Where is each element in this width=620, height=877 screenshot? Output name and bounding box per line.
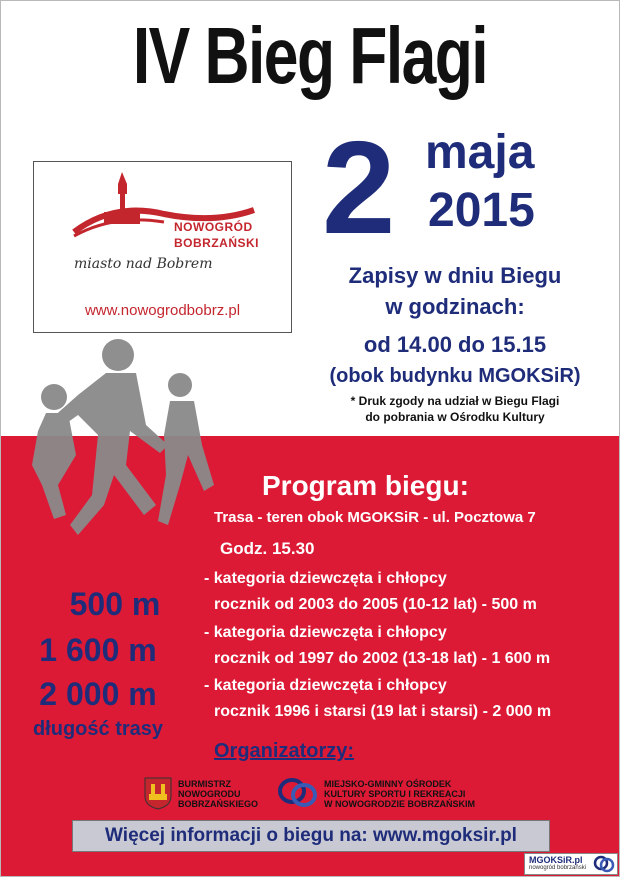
event-year: 2015 bbox=[428, 184, 535, 237]
category-3-line2: rocznik 1996 i starsi (19 lat i starsi) - 2 000 m bbox=[214, 703, 552, 720]
category-1-line2: rocznik od 2003 do 2005 (10-12 lat) - 500 m bbox=[214, 596, 537, 613]
category-2-line2: rocznik od 1997 do 2002 (13-18 lat) - 1 600 m bbox=[214, 650, 551, 667]
consent-note-line2: do pobrania w Ośrodku Kultury bbox=[365, 410, 545, 424]
category-1-line1: - kategoria dziewczęta i chłopcy bbox=[204, 570, 447, 587]
program-title: Program biegu: bbox=[262, 470, 469, 501]
distance-2000: 2 000 m bbox=[39, 676, 157, 712]
page-title: IV Bieg Flagi bbox=[132, 11, 488, 100]
program-time: Godz. 15.30 bbox=[220, 539, 315, 558]
logo-tagline: miasto nad Bobrem bbox=[74, 256, 213, 272]
consent-note-line1: * Druk zgody na udział w Biegu Flagi bbox=[350, 394, 560, 408]
distance-label: długość trasy bbox=[32, 718, 164, 740]
logo-town-line2: BOBRZAŃSKI bbox=[174, 236, 259, 250]
logo-url-link[interactable]: www.nowogrodbobrz.pl bbox=[84, 302, 241, 319]
corner-logo-sub: nowogród bobrzański bbox=[529, 865, 587, 871]
organizer-mayor: BURMISTRZ NOWOGRODU BOBRZAŃSKIEGO bbox=[178, 779, 259, 809]
registration-line3: od 14.00 do 15.15 bbox=[363, 332, 547, 357]
registration-line1: Zapisy w dniu Biegu bbox=[348, 263, 562, 288]
distance-1600: 1 600 m bbox=[39, 632, 157, 668]
more-info-link[interactable]: Więcej informacji o biegu na: www.mgoksir.pl bbox=[72, 820, 550, 852]
organizer-culture-center: MIEJSKO-GMINNY OŚRODEK KULTURY SPORTU I REKREACJI W NOWOGRODZIE BOBRZAŃSKIM bbox=[324, 779, 475, 809]
logo-town-line1: NOWOGRÓD bbox=[174, 220, 253, 234]
organizers-title: Organizatorzy: bbox=[214, 740, 355, 762]
program-route: Trasa - teren obok MGOKSiR - ul. Pocztowa 7 bbox=[214, 509, 536, 526]
category-2-line1: - kategoria dziewczęta i chłopcy bbox=[204, 624, 447, 641]
distance-500: 500 m bbox=[69, 586, 161, 622]
event-month: maja bbox=[425, 126, 535, 179]
corner-logo-name: MGOKSiR.pl bbox=[529, 855, 583, 865]
registration-line2: w godzinach: bbox=[385, 294, 525, 319]
event-day: 2 bbox=[322, 114, 396, 261]
category-3-line1: - kategoria dziewczęta i chłopcy bbox=[204, 677, 447, 694]
registration-line4: (obok budynku MGOKSiR) bbox=[329, 365, 581, 387]
